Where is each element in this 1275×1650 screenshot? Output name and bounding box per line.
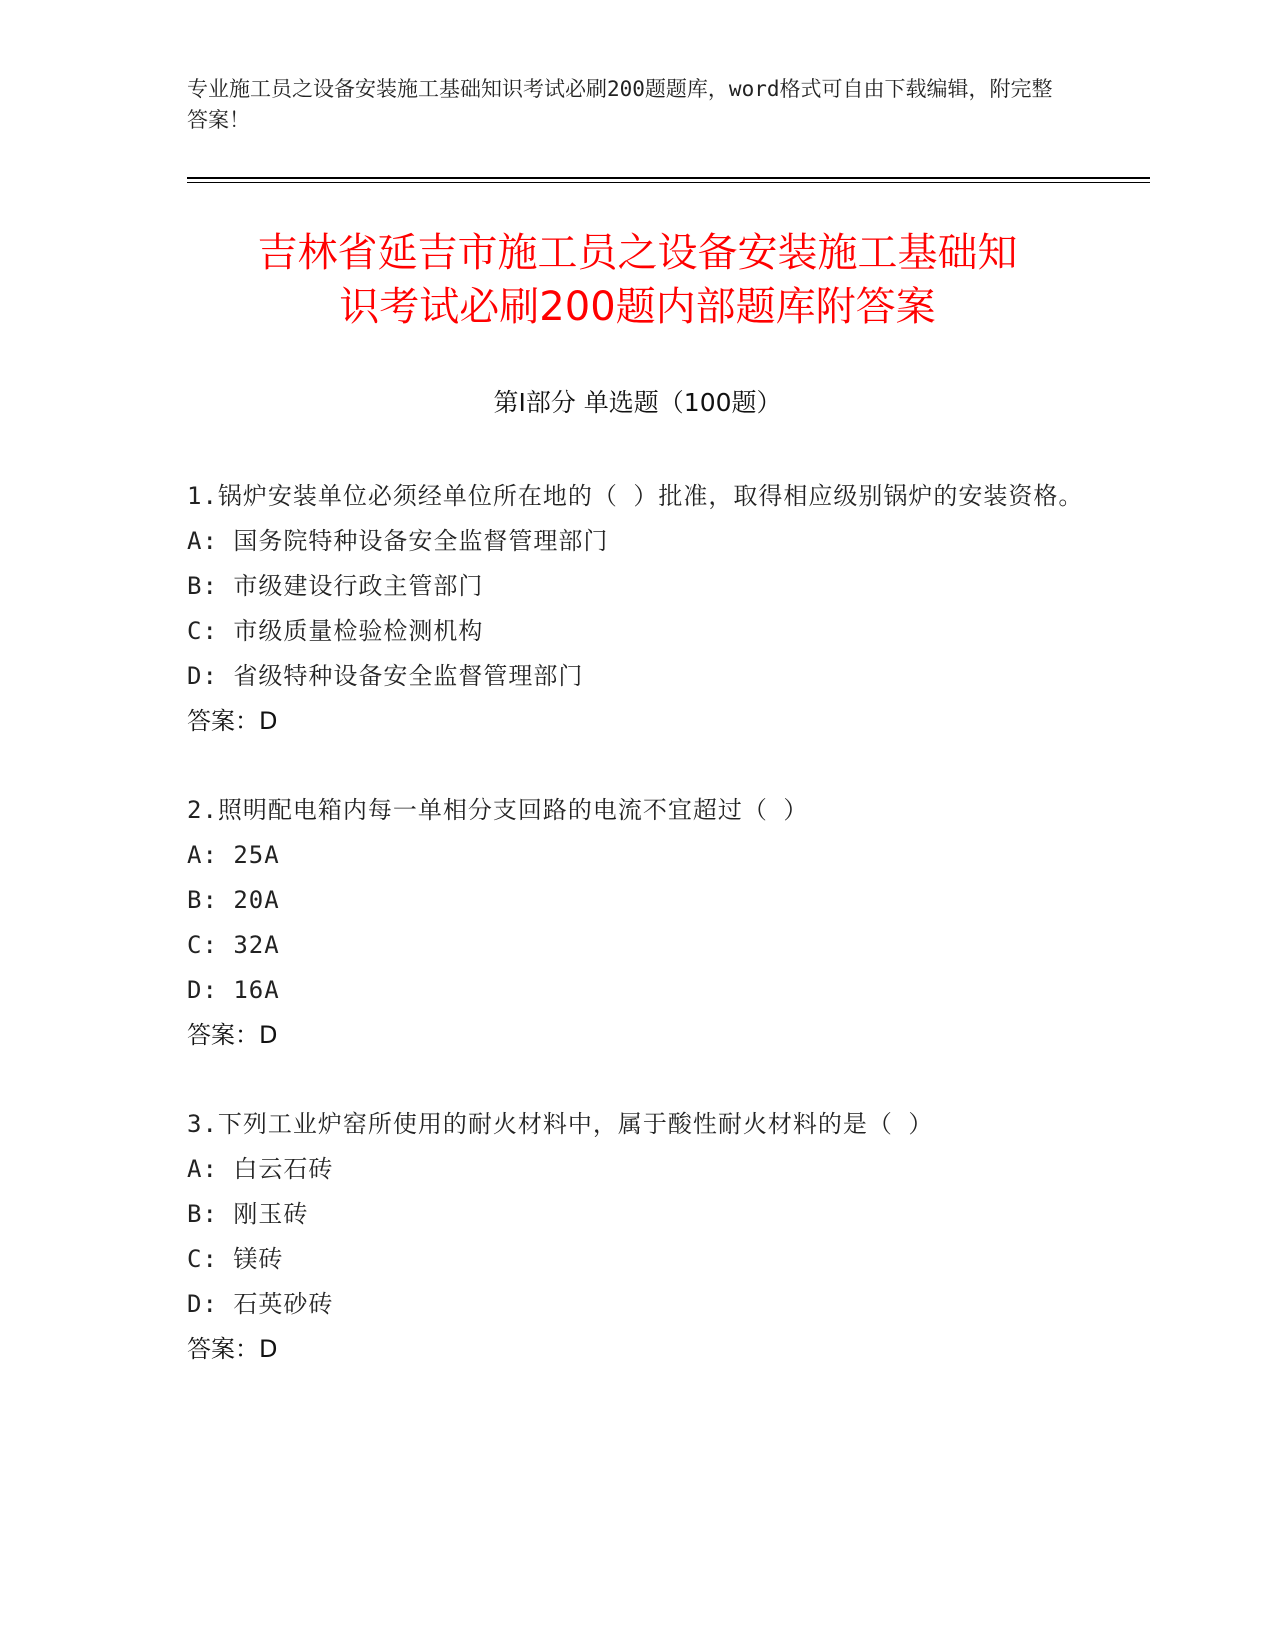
answer: 答案：D xyxy=(187,1335,278,1363)
document-title-line-2: 识考试必刷200题内部题库附答案 xyxy=(339,284,936,330)
option-d: D: 省级特种设备安全监督管理部门 xyxy=(187,662,584,690)
question-stem: 1.锅炉安装单位必须经单位所在地的（ ）批准，取得相应级别锅炉的安装资格。 xyxy=(187,482,1084,510)
header-note: 专业施工员之设备安装施工基础知识考试必刷200题题库，word格式可自由下载编辑，附完整答案！ xyxy=(187,77,1053,132)
section-heading: 第Ⅰ部分 单选题（100题） xyxy=(493,388,782,417)
question-stem: 3.下列工业炉窑所使用的耐火材料中，属于酸性耐火材料的是（ ） xyxy=(187,1110,934,1138)
question-stem: 2.照明配电箱内每一单相分支回路的电流不宜超过（ ） xyxy=(187,796,809,824)
document-title-line-1: 吉林省延吉市施工员之设备安装施工基础知 xyxy=(257,230,1018,276)
answer: 答案：D xyxy=(187,707,278,735)
option-b: B: 刚玉砖 xyxy=(187,1200,309,1228)
option-b: B: 20A xyxy=(187,886,280,914)
option-d: D: 16A xyxy=(187,976,280,1004)
answer: 答案：D xyxy=(187,1021,278,1049)
option-a: A: 白云石砖 xyxy=(187,1155,334,1183)
option-c: C: 32A xyxy=(187,931,280,959)
question-3 xyxy=(187,1102,1087,1372)
option-b: B: 市级建设行政主管部门 xyxy=(187,572,484,600)
document-title xyxy=(150,226,1125,334)
option-c: C: 镁砖 xyxy=(187,1245,284,1273)
question-list xyxy=(187,474,1087,1416)
option-d: D: 石英砂砖 xyxy=(187,1290,334,1318)
header-divider-thin xyxy=(187,182,1150,183)
option-c: C: 市级质量检验检测机构 xyxy=(187,617,484,645)
header-divider-thick xyxy=(187,177,1150,179)
question-1 xyxy=(187,474,1087,744)
question-2 xyxy=(187,788,1087,1058)
option-a: A: 国务院特种设备安全监督管理部门 xyxy=(187,527,609,555)
option-a: A: 25A xyxy=(187,841,280,869)
